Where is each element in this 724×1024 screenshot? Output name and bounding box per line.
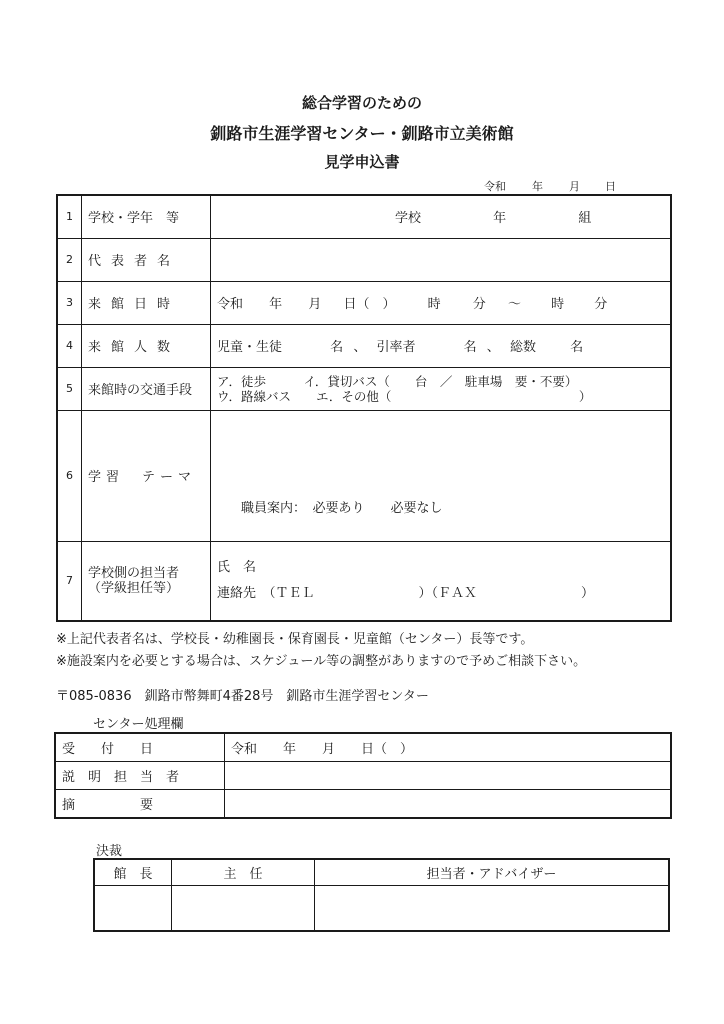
visitor-count-field[interactable] bbox=[211, 324, 672, 367]
visit-era: 令和 bbox=[217, 297, 244, 312]
count-escort-label: 引率者 bbox=[376, 340, 416, 355]
row-contact bbox=[57, 541, 671, 621]
date-day: 日 bbox=[605, 180, 616, 193]
visit-day: 日（ ） bbox=[343, 297, 396, 312]
transport-field[interactable] bbox=[211, 367, 672, 410]
count-unit: 名 bbox=[570, 340, 584, 355]
transport-options-line-1: ア．徒歩 イ．貸切バス（ 台 ／ 駐車場 要・不要） bbox=[217, 373, 578, 389]
staff-advisor-stamp-field[interactable] bbox=[315, 885, 670, 931]
office-use-heading: センター処理欄 bbox=[93, 717, 184, 732]
office-row-received bbox=[55, 733, 671, 762]
label-received-date: 受 付 日 bbox=[55, 733, 225, 762]
label-summary: 摘 要 bbox=[55, 790, 225, 819]
row-transport bbox=[57, 367, 671, 410]
row-number: 1 bbox=[57, 195, 82, 238]
application-form-table bbox=[56, 194, 672, 622]
title-line-3: 見学申込書 bbox=[324, 153, 400, 171]
row-visitor-count bbox=[57, 324, 671, 367]
title-line-1: 総合学習のための bbox=[301, 94, 422, 112]
approval-heading: 決裁 bbox=[96, 844, 123, 859]
approval-header-row bbox=[94, 859, 669, 885]
office-use-table bbox=[54, 732, 672, 819]
approval-col-director: 館 長 bbox=[94, 859, 172, 885]
visit-minute: 分 bbox=[472, 297, 486, 312]
label-contact bbox=[82, 541, 211, 621]
row-number: 3 bbox=[57, 281, 82, 324]
year-unit: 年 bbox=[493, 211, 507, 227]
label-representative: 代表者名 bbox=[82, 238, 211, 281]
count-separator: 、 bbox=[486, 340, 500, 355]
contact-phone-fax: 連絡先 （ＴＥＬ ）（ＦＡＸ ） bbox=[217, 585, 595, 601]
count-total-label: 総数 bbox=[509, 340, 536, 355]
note-2: ※施設案内を必要とする場合は、スケジュール等の調整がありますので予めご相談下さい。 bbox=[56, 654, 587, 669]
school-grade-field[interactable] bbox=[211, 195, 672, 238]
visit-datetime-field[interactable] bbox=[211, 281, 672, 324]
row-theme bbox=[57, 410, 671, 541]
label-transport: 来館時の交通手段 bbox=[82, 367, 211, 410]
visit-tilde: ～ bbox=[507, 297, 521, 312]
label-visitor-count: 来館人数 bbox=[82, 324, 211, 367]
received-date-field[interactable]: 令和 年 月 日（ ） bbox=[225, 733, 672, 762]
approval-table bbox=[93, 858, 670, 932]
row-number: 7 bbox=[57, 541, 82, 621]
note-1: ※上記代表者名は、学校長・幼稚園長・保育園長・児童館（センター）長等です。 bbox=[56, 632, 534, 647]
visit-minute-end: 分 bbox=[594, 297, 608, 312]
approval-col-staff-advisor: 担当者・アドバイザー bbox=[315, 859, 670, 885]
approval-stamp-row bbox=[94, 885, 669, 931]
row-number: 2 bbox=[57, 238, 82, 281]
summary-field[interactable] bbox=[225, 790, 672, 819]
row-visit-datetime bbox=[57, 281, 671, 324]
label-contact-line-1: 学校側の担当者 bbox=[88, 565, 180, 581]
count-unit: 名 bbox=[330, 340, 344, 355]
date-month: 月 bbox=[569, 180, 580, 193]
date-era: 令和 bbox=[484, 180, 506, 193]
office-row-staff bbox=[55, 762, 671, 790]
center-address: 〒085-0836 釧路市幣舞町4番28号 釧路市生涯学習センター bbox=[56, 689, 429, 704]
label-contact-line-2: （学級担任等） bbox=[88, 580, 180, 596]
visit-year: 年 bbox=[269, 297, 283, 312]
school-unit: 学校 bbox=[395, 211, 422, 227]
office-row-summary bbox=[55, 790, 671, 819]
label-theme: 学習 テーマ bbox=[82, 410, 211, 541]
director-stamp-field[interactable] bbox=[94, 885, 172, 931]
title-line-2: 釧路市生涯学習センター・釧路市立美術館 bbox=[210, 124, 514, 143]
label-explaining-staff: 説 明 担 当 者 bbox=[55, 762, 225, 790]
row-number: 5 bbox=[57, 367, 82, 410]
row-number: 4 bbox=[57, 324, 82, 367]
approval-col-chief: 主 任 bbox=[172, 859, 315, 885]
count-unit: 名 bbox=[463, 340, 477, 355]
theme-field[interactable] bbox=[211, 410, 672, 541]
visit-month: 月 bbox=[308, 297, 322, 312]
label-visit-datetime: 来館日時 bbox=[82, 281, 211, 324]
contact-field[interactable] bbox=[211, 541, 672, 621]
row-representative bbox=[57, 238, 671, 281]
label-school-grade: 学校・学年 等 bbox=[82, 195, 211, 238]
count-separator: 、 bbox=[353, 340, 367, 355]
row-school bbox=[57, 195, 671, 238]
explaining-staff-field[interactable] bbox=[225, 762, 672, 790]
transport-options-line-2: ウ．路線バス エ．その他（ ） bbox=[217, 388, 592, 404]
contact-name-label: 氏 名 bbox=[217, 559, 257, 575]
representative-field[interactable] bbox=[211, 238, 672, 281]
staff-guide-option[interactable]: 職員案内： 必要あり 必要なし bbox=[241, 500, 443, 516]
class-unit: 組 bbox=[578, 211, 592, 227]
visit-hour-end: 時 bbox=[551, 297, 565, 312]
row-number: 6 bbox=[57, 410, 82, 541]
count-children-label: 児童・生徒 bbox=[217, 340, 283, 355]
date-year: 年 bbox=[532, 180, 543, 193]
visit-hour: 時 bbox=[427, 297, 441, 312]
chief-stamp-field[interactable] bbox=[172, 885, 315, 931]
